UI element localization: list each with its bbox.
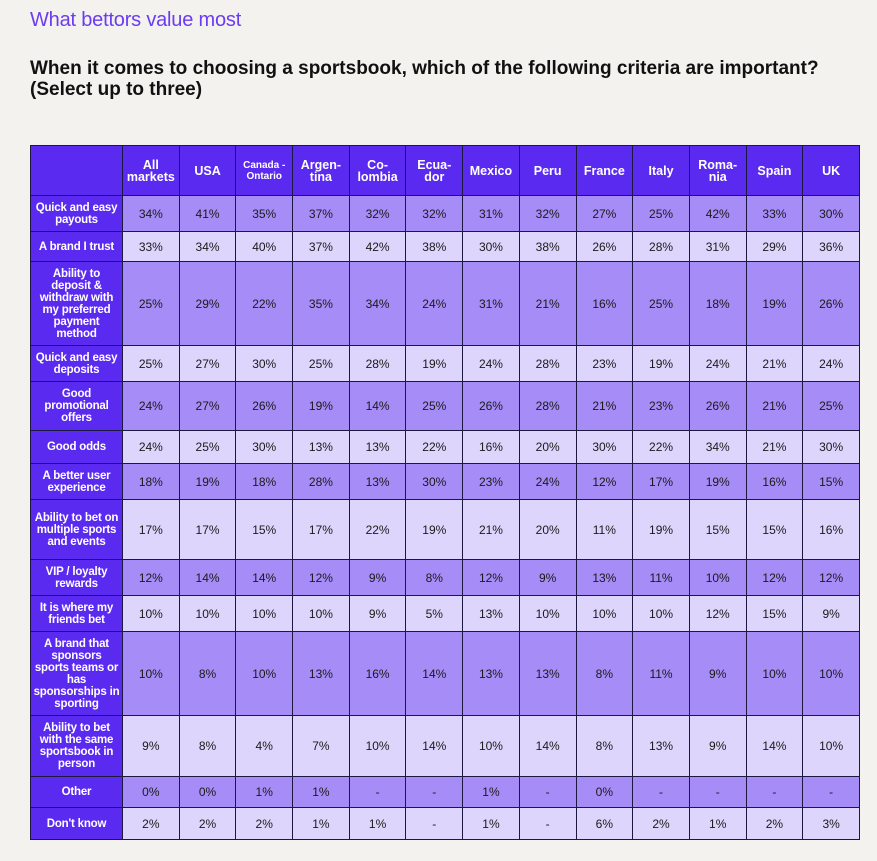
table-row (31, 560, 860, 596)
value-cell: 15% (803, 464, 860, 500)
column-header: Italy (633, 146, 690, 196)
value-cell: 19% (293, 382, 350, 431)
value-cell: 21% (746, 382, 803, 431)
column-header: France (576, 146, 633, 196)
value-cell: 13% (519, 632, 576, 716)
value-cell: 12% (803, 560, 860, 596)
value-cell: 24% (803, 346, 860, 382)
value-cell: 29% (746, 232, 803, 262)
value-cell: 32% (349, 196, 406, 232)
value-cell: 14% (746, 716, 803, 777)
value-cell: 25% (633, 196, 690, 232)
value-cell: 9% (349, 596, 406, 632)
value-cell: 11% (633, 560, 690, 596)
table-row (31, 500, 860, 560)
row-label: A brand I trust (31, 232, 123, 262)
value-cell: 28% (633, 232, 690, 262)
column-header: UK (803, 146, 860, 196)
value-cell: 25% (406, 382, 463, 431)
value-cell: 0% (179, 777, 236, 808)
value-cell: 24% (123, 431, 180, 464)
value-cell: 30% (576, 431, 633, 464)
value-cell: 31% (463, 262, 520, 346)
value-cell: 9% (349, 560, 406, 596)
value-cell: 26% (803, 262, 860, 346)
column-header: Peru (519, 146, 576, 196)
value-cell: 19% (406, 346, 463, 382)
value-cell: 16% (803, 500, 860, 560)
value-cell: 21% (463, 500, 520, 560)
value-cell: 5% (406, 596, 463, 632)
table-row (31, 196, 860, 232)
value-cell: 13% (463, 596, 520, 632)
column-header: Roma-nia (689, 146, 746, 196)
value-cell: 17% (179, 500, 236, 560)
value-cell: 2% (236, 808, 293, 840)
value-cell: 14% (349, 382, 406, 431)
value-cell: - (406, 777, 463, 808)
value-cell: 13% (633, 716, 690, 777)
value-cell: 34% (349, 262, 406, 346)
value-cell: 8% (179, 632, 236, 716)
value-cell: 1% (293, 808, 350, 840)
value-cell: 37% (293, 232, 350, 262)
row-label: A brand that sponsors sports teams or has sponsorships in sporting (31, 632, 123, 716)
value-cell: 2% (179, 808, 236, 840)
value-cell: 12% (576, 464, 633, 500)
value-cell: 16% (349, 632, 406, 716)
table-row (31, 632, 860, 716)
value-cell: 38% (406, 232, 463, 262)
row-label: Ability to bet on multiple sports and events (31, 500, 123, 560)
table-row (31, 262, 860, 346)
value-cell: 9% (689, 716, 746, 777)
value-cell: 7% (293, 716, 350, 777)
value-cell: 28% (519, 346, 576, 382)
value-cell: 8% (179, 716, 236, 777)
value-cell: 9% (803, 596, 860, 632)
value-cell: 21% (746, 346, 803, 382)
value-cell: - (633, 777, 690, 808)
value-cell: 4% (236, 716, 293, 777)
value-cell: 30% (236, 346, 293, 382)
value-cell: 20% (519, 431, 576, 464)
value-cell: 26% (463, 382, 520, 431)
value-cell: 28% (293, 464, 350, 500)
value-cell: 11% (576, 500, 633, 560)
value-cell: 10% (349, 716, 406, 777)
value-cell: 14% (236, 560, 293, 596)
value-cell: 24% (406, 262, 463, 346)
value-cell: 19% (406, 500, 463, 560)
column-header: Argen-tina (293, 146, 350, 196)
value-cell: 36% (803, 232, 860, 262)
value-cell: 28% (519, 382, 576, 431)
value-cell: 0% (123, 777, 180, 808)
value-cell: 2% (123, 808, 180, 840)
value-cell: 28% (349, 346, 406, 382)
row-label: A better user experience (31, 464, 123, 500)
value-cell: 12% (293, 560, 350, 596)
header-row (31, 146, 860, 196)
value-cell: 25% (633, 262, 690, 346)
value-cell: 23% (633, 382, 690, 431)
value-cell: 25% (123, 262, 180, 346)
value-cell: 10% (576, 596, 633, 632)
value-cell: 18% (689, 262, 746, 346)
value-cell: 32% (519, 196, 576, 232)
value-cell: 1% (689, 808, 746, 840)
value-cell: 9% (689, 632, 746, 716)
value-cell: 15% (746, 596, 803, 632)
value-cell: 13% (349, 464, 406, 500)
table-row (31, 346, 860, 382)
value-cell: 14% (406, 716, 463, 777)
value-cell: 19% (746, 262, 803, 346)
value-cell: 30% (803, 431, 860, 464)
value-cell: 9% (123, 716, 180, 777)
value-cell: - (519, 808, 576, 840)
value-cell: 24% (519, 464, 576, 500)
value-cell: 26% (689, 382, 746, 431)
row-label: Ability to deposit & withdraw with my preferred payment method (31, 262, 123, 346)
value-cell: 17% (293, 500, 350, 560)
value-cell: 12% (123, 560, 180, 596)
value-cell: - (803, 777, 860, 808)
value-cell: 12% (689, 596, 746, 632)
value-cell: - (746, 777, 803, 808)
value-cell: 10% (463, 716, 520, 777)
value-cell: 26% (576, 232, 633, 262)
value-cell: 40% (236, 232, 293, 262)
value-cell: 15% (746, 500, 803, 560)
value-cell: 33% (123, 232, 180, 262)
value-cell: 42% (349, 232, 406, 262)
value-cell: 15% (689, 500, 746, 560)
value-cell: 10% (236, 632, 293, 716)
value-cell: - (519, 777, 576, 808)
value-cell: 13% (463, 632, 520, 716)
value-cell: 30% (406, 464, 463, 500)
value-cell: 23% (463, 464, 520, 500)
table-row (31, 777, 860, 808)
value-cell: 21% (576, 382, 633, 431)
value-cell: 3% (803, 808, 860, 840)
row-label: Don't know (31, 808, 123, 840)
value-cell: 19% (689, 464, 746, 500)
value-cell: 22% (633, 431, 690, 464)
value-cell: 22% (406, 431, 463, 464)
value-cell: 16% (746, 464, 803, 500)
value-cell: - (349, 777, 406, 808)
value-cell: 16% (576, 262, 633, 346)
value-cell: 17% (633, 464, 690, 500)
value-cell: 10% (633, 596, 690, 632)
value-cell: 24% (689, 346, 746, 382)
column-header: All markets (123, 146, 180, 196)
value-cell: 14% (179, 560, 236, 596)
value-cell: 29% (179, 262, 236, 346)
value-cell: 25% (123, 346, 180, 382)
table-row (31, 431, 860, 464)
value-cell: 14% (406, 632, 463, 716)
value-cell: 34% (689, 431, 746, 464)
value-cell: - (689, 777, 746, 808)
value-cell: 27% (576, 196, 633, 232)
value-cell: - (406, 808, 463, 840)
value-cell: 27% (179, 382, 236, 431)
column-header: Co-lombia (349, 146, 406, 196)
value-cell: 30% (803, 196, 860, 232)
results-table (30, 145, 860, 840)
value-cell: 13% (576, 560, 633, 596)
value-cell: 10% (293, 596, 350, 632)
value-cell: 8% (406, 560, 463, 596)
value-cell: 9% (519, 560, 576, 596)
value-cell: 30% (463, 232, 520, 262)
row-label: Good promotional offers (31, 382, 123, 431)
row-label: Other (31, 777, 123, 808)
value-cell: 10% (689, 560, 746, 596)
column-header: Spain (746, 146, 803, 196)
value-cell: 2% (746, 808, 803, 840)
value-cell: 42% (689, 196, 746, 232)
value-cell: 32% (406, 196, 463, 232)
value-cell: 17% (123, 500, 180, 560)
table-row (31, 808, 860, 840)
value-cell: 13% (349, 431, 406, 464)
value-cell: 16% (463, 431, 520, 464)
value-cell: 13% (293, 431, 350, 464)
table-row (31, 382, 860, 431)
value-cell: 19% (179, 464, 236, 500)
value-cell: 25% (803, 382, 860, 431)
row-label: Quick and easy deposits (31, 346, 123, 382)
value-cell: 10% (123, 596, 180, 632)
value-cell: 10% (123, 632, 180, 716)
value-cell: 38% (519, 232, 576, 262)
value-cell: 34% (123, 196, 180, 232)
value-cell: 27% (179, 346, 236, 382)
section-title: What bettors value most (30, 9, 242, 31)
value-cell: 15% (236, 500, 293, 560)
value-cell: 25% (179, 431, 236, 464)
table-row (31, 232, 860, 262)
value-cell: 8% (576, 632, 633, 716)
value-cell: 33% (746, 196, 803, 232)
value-cell: 19% (633, 346, 690, 382)
value-cell: 10% (803, 632, 860, 716)
row-label: VIP / loyalty rewards (31, 560, 123, 596)
value-cell: 24% (123, 382, 180, 431)
value-cell: 2% (633, 808, 690, 840)
value-cell: 22% (236, 262, 293, 346)
value-cell: 10% (519, 596, 576, 632)
value-cell: 10% (746, 632, 803, 716)
value-cell: 12% (463, 560, 520, 596)
column-header: USA (179, 146, 236, 196)
value-cell: 1% (293, 777, 350, 808)
row-label: Good odds (31, 431, 123, 464)
value-cell: 12% (746, 560, 803, 596)
value-cell: 18% (236, 464, 293, 500)
value-cell: 19% (633, 500, 690, 560)
value-cell: 10% (236, 596, 293, 632)
row-label: Ability to bet with the same sportsbook in person (31, 716, 123, 777)
value-cell: 18% (123, 464, 180, 500)
value-cell: 25% (293, 346, 350, 382)
value-cell: 0% (576, 777, 633, 808)
column-header: Ecua-dor (406, 146, 463, 196)
value-cell: 20% (519, 500, 576, 560)
value-cell: 6% (576, 808, 633, 840)
column-header: Mexico (463, 146, 520, 196)
value-cell: 10% (803, 716, 860, 777)
corner-cell (31, 146, 123, 196)
value-cell: 11% (633, 632, 690, 716)
table-row (31, 464, 860, 500)
value-cell: 35% (293, 262, 350, 346)
value-cell: 31% (689, 232, 746, 262)
value-cell: 35% (236, 196, 293, 232)
value-cell: 41% (179, 196, 236, 232)
value-cell: 22% (349, 500, 406, 560)
value-cell: 10% (179, 596, 236, 632)
value-cell: 1% (463, 777, 520, 808)
value-cell: 31% (463, 196, 520, 232)
value-cell: 37% (293, 196, 350, 232)
table-row (31, 596, 860, 632)
column-header: Canada - Ontario (236, 146, 293, 196)
survey-question: When it comes to choosing a sportsbook, which of the following criteria are important? (Select up to three) (30, 58, 819, 100)
value-cell: 1% (349, 808, 406, 840)
value-cell: 24% (463, 346, 520, 382)
value-cell: 21% (746, 431, 803, 464)
value-cell: 8% (576, 716, 633, 777)
table-row (31, 716, 860, 777)
row-label: It is where my friends bet (31, 596, 123, 632)
value-cell: 21% (519, 262, 576, 346)
value-cell: 23% (576, 346, 633, 382)
value-cell: 30% (236, 431, 293, 464)
value-cell: 1% (463, 808, 520, 840)
value-cell: 1% (236, 777, 293, 808)
value-cell: 26% (236, 382, 293, 431)
row-label: Quick and easy payouts (31, 196, 123, 232)
value-cell: 14% (519, 716, 576, 777)
value-cell: 13% (293, 632, 350, 716)
value-cell: 34% (179, 232, 236, 262)
